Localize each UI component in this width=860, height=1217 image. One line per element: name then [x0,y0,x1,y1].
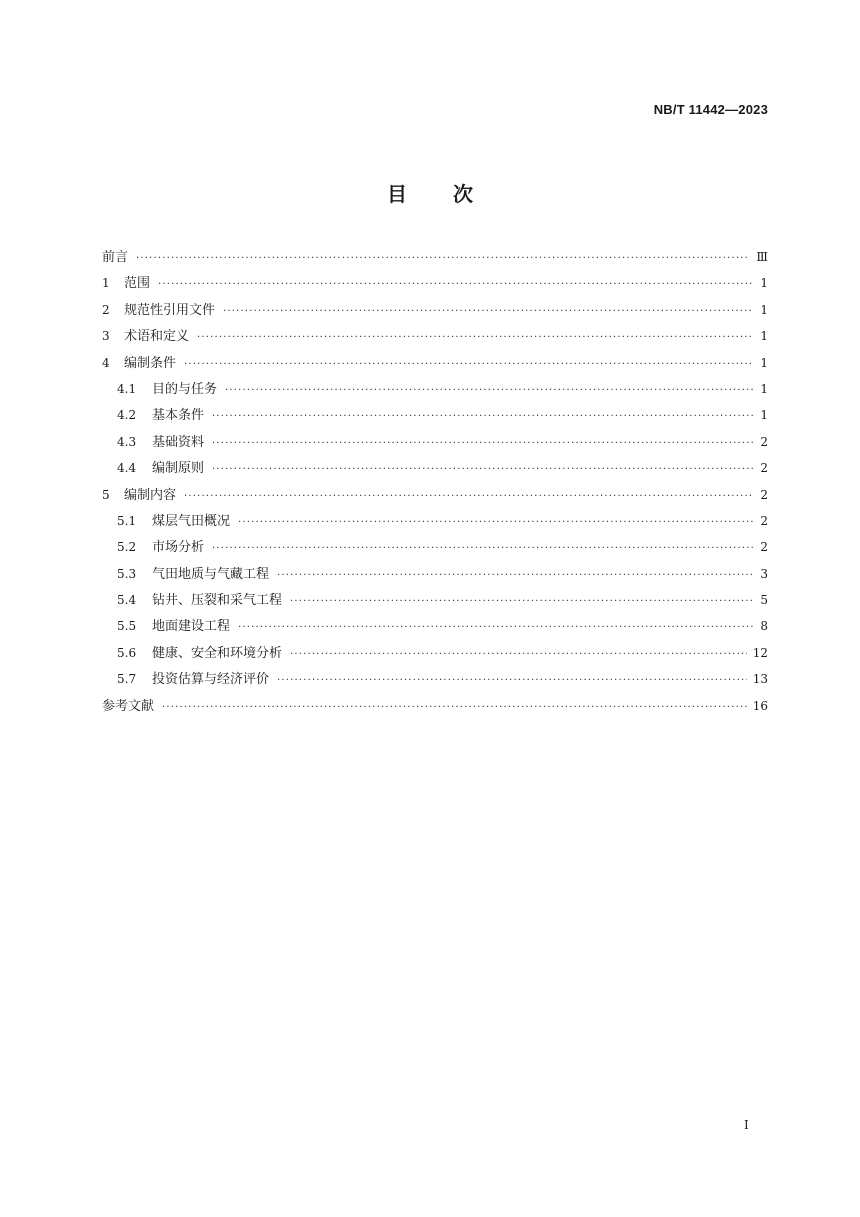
toc-entry-5-3[interactable] [102,561,768,587]
toc-entry-title: 目的与任务 [152,381,218,397]
toc-leader-dots [290,642,747,668]
toc-entry-title: 地面建设工程 [152,619,231,635]
toc-leader-dots [184,352,754,378]
toc-leader-dots [136,246,750,272]
toc-leader-dots [212,457,754,483]
toc-entry-title: 范围 [124,276,151,292]
toc-entry-title: 参考文献 [102,698,155,714]
toc-leader-dots [277,668,747,694]
toc-entry-5[interactable] [102,482,768,508]
toc-entry-title: 基础资料 [152,434,205,450]
toc-leader-dots [238,510,754,536]
toc-entry-5-6[interactable] [102,640,768,666]
toc-entry-page: 1 [760,355,768,370]
toc-entry-3[interactable] [102,323,768,349]
toc-leader-dots [290,589,754,615]
toc-leader-dots [212,404,754,430]
toc-entry-page: 1 [760,276,768,291]
toc-entry-5-1[interactable] [102,508,768,534]
toc-entry-4-2[interactable] [102,402,768,428]
toc-entry-page: 2 [760,487,768,502]
toc-entry-title: 投资估算与经济评价 [152,672,270,688]
toc-entry-2[interactable] [102,297,768,323]
toc-entry-4[interactable] [102,350,768,376]
toc-leader-dots [212,536,754,562]
toc-entry-5-5[interactable] [102,613,768,639]
toc-entry-title: 健康、安全和环境分析 [152,645,283,661]
toc-entry-title: 煤层气田概况 [152,513,231,529]
toc-entry-page: 8 [760,619,768,634]
toc-entry-page: Ⅲ [756,250,768,264]
toc-entry-number: 3 [102,329,110,344]
standard-code: NB/T 11442—2023 [653,102,768,117]
toc-entry-title: 基本条件 [152,408,205,424]
toc-entry-page: 2 [760,513,768,528]
toc-entry-title: 编制内容 [124,487,177,503]
toc-entry-page: 12 [752,645,768,660]
toc-entry-number: 5.6 [117,645,137,660]
toc-entry-page: 2 [760,461,768,476]
toc-entry-4-3[interactable] [102,429,768,455]
toc-entry-5-7[interactable] [102,666,768,692]
toc-entry-number: 5.4 [117,593,137,608]
toc-entry-page: 1 [760,381,768,396]
toc-entry-title: 气田地质与气藏工程 [152,566,270,582]
toc-entry-number: 2 [102,302,110,317]
toc-entry-title: 编制条件 [124,355,177,371]
toc-entry-page: 2 [760,434,768,449]
toc-entry-page: 13 [752,672,768,687]
page-number: I [744,1118,749,1132]
toc-entry-5-4[interactable] [102,587,768,613]
toc-entry-number: 5.1 [117,513,137,528]
toc-leader-dots [238,615,754,641]
toc-leader-dots [158,272,754,298]
toc-entry-title: 编制原则 [152,461,205,477]
toc-entry-title: 前言 [102,250,129,265]
toc-entry-foreword[interactable] [102,244,768,270]
toc-entry-number: 4.1 [117,381,137,396]
toc-entry-page: 2 [760,540,768,555]
toc-entry-number: 1 [102,276,110,291]
toc-entry-page: 5 [760,593,768,608]
toc-entry-5-2[interactable] [102,534,768,560]
toc-entry-page: 1 [760,329,768,344]
page-title: 目次 [387,182,519,206]
toc-entry-number: 5.2 [117,540,137,555]
toc-entry-4-4[interactable] [102,455,768,481]
toc-entry-title: 规范性引用文件 [124,302,216,318]
toc-entry-page: 1 [760,302,768,317]
toc-entry-title: 术语和定义 [124,329,190,345]
table-of-contents [102,244,768,719]
toc-leader-dots [212,431,754,457]
toc-entry-number: 5.7 [117,672,137,687]
toc-entry-4-1[interactable] [102,376,768,402]
toc-leader-dots [162,695,747,721]
toc-entry-page: 16 [752,698,768,713]
toc-entry-number: 5.3 [117,566,137,581]
toc-entry-number: 5.5 [117,619,137,634]
toc-entry-title: 市场分析 [152,540,205,556]
toc-entry-number: 5 [102,487,110,502]
toc-entry-1[interactable] [102,270,768,296]
toc-entry-title: 钻井、压裂和采气工程 [152,593,283,609]
toc-leader-dots [184,484,754,510]
toc-entry-page: 3 [760,566,768,581]
toc-leader-dots [277,563,754,589]
toc-entry-number: 4 [102,355,110,370]
toc-leader-dots [225,378,754,404]
toc-entry-page: 1 [760,408,768,423]
toc-entry-number: 4.4 [117,461,137,476]
toc-leader-dots [223,299,754,325]
toc-entry-number: 4.2 [117,408,137,423]
toc-entry-number: 4.3 [117,434,137,449]
toc-leader-dots [197,325,754,351]
toc-entry-references[interactable] [102,693,768,719]
